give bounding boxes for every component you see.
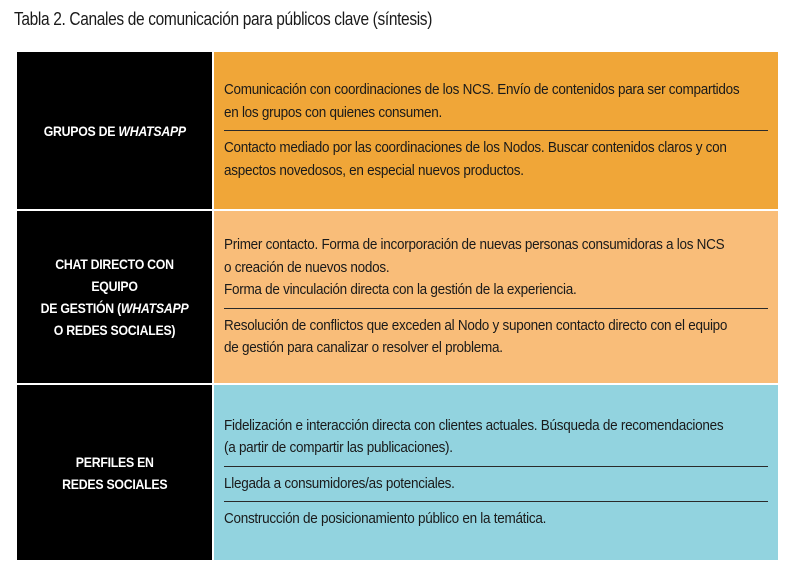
entry-line: Construcción de posicionamiento público en la temática. bbox=[224, 510, 547, 527]
list-item bbox=[224, 308, 768, 366]
entry-line: Fidelización e interacción directa con clientes actuales. Búsqueda de recomendaciones bbox=[224, 416, 724, 434]
entry-line: o creación de nuevos nodos. bbox=[224, 258, 390, 276]
entry-line: aspectos novedosos, en especial nuevos productos. bbox=[224, 161, 524, 179]
row-label-social-profiles bbox=[17, 385, 214, 560]
row-content bbox=[214, 385, 778, 560]
entry-line: Comunicación con coordinaciones de los NCS. Envío de contenidos para ser compartidos bbox=[224, 81, 740, 98]
row-label-text: GRUPOS DE bbox=[43, 122, 119, 139]
row-content bbox=[214, 52, 778, 209]
entry-line: Primer contacto. Forma de incorporación de nuevas personas consumidoras a los NCS bbox=[224, 236, 725, 254]
row-label-direct-chat bbox=[17, 211, 214, 383]
row-label-text: PERFILES EN bbox=[75, 453, 154, 470]
list-item bbox=[224, 501, 768, 537]
row-label-emphasis: WHATSAPP bbox=[118, 122, 186, 139]
table-row bbox=[17, 383, 778, 560]
row-label-text: CHAT DIRECTO CON EQUIPO bbox=[55, 256, 174, 294]
communication-channels-table bbox=[17, 52, 778, 560]
list-item bbox=[224, 73, 768, 130]
entry-line: de gestión para canalizar o resolver el problema. bbox=[224, 339, 503, 357]
list-item bbox=[224, 409, 768, 466]
entry-line: (a partir de compartir las publicaciones). bbox=[224, 439, 453, 456]
entry-line: en los grupos con quienes consumen. bbox=[224, 103, 442, 121]
row-label-text: REDES SOCIALES bbox=[61, 475, 168, 492]
table-caption: Tabla 2. Canales de comunicación para públicos clave (síntesis) bbox=[14, 9, 433, 29]
list-item bbox=[224, 130, 768, 188]
table-row bbox=[17, 209, 778, 383]
list-item bbox=[224, 228, 768, 308]
list-item bbox=[224, 466, 768, 502]
row-label-text: O REDES SOCIALES) bbox=[53, 322, 176, 338]
entry-line: Resolución de conflictos que exceden al Nodo y suponen contacto directo con el equipo bbox=[224, 316, 728, 334]
row-label-emphasis: WHATSAPP bbox=[120, 300, 189, 316]
entry-line: Forma de vinculación directa con la gestión de la experiencia. bbox=[224, 281, 577, 299]
row-label-whatsapp-groups bbox=[17, 52, 214, 209]
entry-line: Contacto mediado por las coordinaciones de los Nodos. Buscar contenidos claros y con bbox=[224, 139, 727, 156]
entry-line: Llegada a consumidores/as potenciales. bbox=[224, 474, 455, 492]
row-label-text: DE GESTIÓN ( bbox=[40, 300, 121, 316]
table-row bbox=[17, 52, 778, 209]
row-content bbox=[214, 211, 778, 383]
